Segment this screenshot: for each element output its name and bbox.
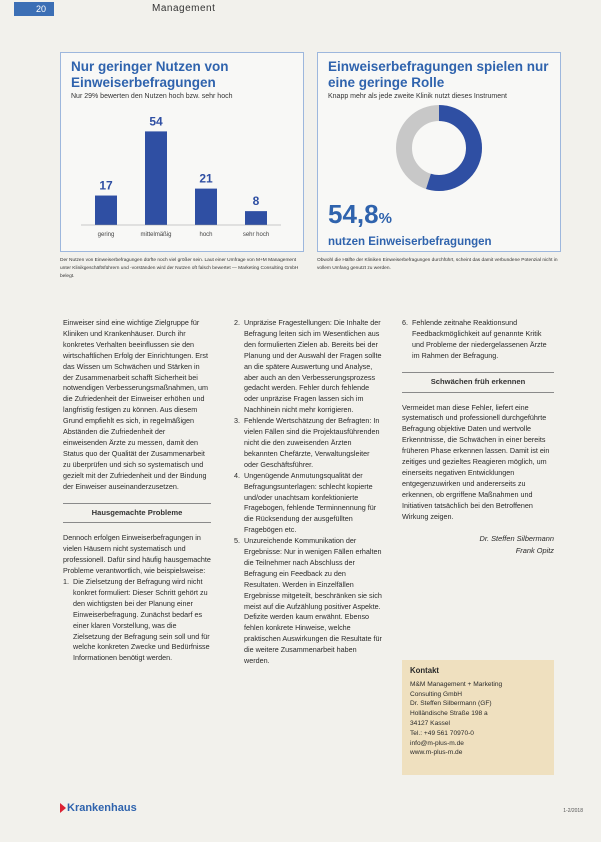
list-item: 3. Fehlende Wertschätzung der Befragten: In vielen Fällen sind die Projektausführenden nicht die den zuweisenden Ärzten bekannten Chefärzte, Verwaltungsleiter oder Geschäftsführer. bbox=[234, 416, 384, 471]
list-item-text: Fehlende zeitnahe Reaktionsund Feedbackmöglichkeit auf genannte Kritik und Probleme der niedergelassenen Ärzte im Rahmen der Befragung. bbox=[412, 318, 547, 360]
category-label: sehr hoch bbox=[242, 232, 270, 238]
contact-line: Dr. Steffen Silbermann (GF) bbox=[410, 700, 492, 708]
logo-text: Krankenhaus bbox=[67, 802, 137, 814]
logo-mark-icon bbox=[60, 803, 66, 813]
contact-website-link[interactable]: www.m-plus-m.de bbox=[410, 749, 463, 757]
contact-title: Kontakt bbox=[410, 666, 440, 675]
category-label: hoch bbox=[199, 232, 213, 238]
page-number: 20 bbox=[14, 2, 54, 16]
subhead-hausgemachte-probleme: Hausgemachte Probleme bbox=[63, 503, 211, 524]
contact-email-link[interactable]: info@m-plus-m.de bbox=[410, 739, 464, 747]
list-item: 1. Die Zielsetzung der Befragung wird nicht konkret formuliert: Dieser Schritt gehört zu den wichtigsten bei der Planung einer Einweiserbefragung. Zunächst bedarf es einer klaren Vorstellung, was die Zielsetzung der Befragung sein soll und für welche konkreten Zwecke und Bedürfnisse Informationen benötigt werden. bbox=[63, 577, 210, 663]
donut-big-figure bbox=[328, 199, 392, 230]
subhead-schwaechen: Schwächen früh erkennen bbox=[402, 372, 554, 393]
bar-value-label: 17 bbox=[99, 178, 113, 193]
donut-unit: % bbox=[378, 210, 392, 227]
contact-line: Tel.: +49 561 70970-0 bbox=[410, 729, 474, 737]
list-item-text: Ungenügende Anmutungsqualität der Befragungsunterlagen: schlecht kopierte und/oder unachtsam konfektionierte Fragebogen, fehlende Terminnennung für die Rücksendung der ausgefüllten Fragebögen etc. bbox=[244, 470, 377, 535]
bar-hoch bbox=[195, 189, 217, 225]
bar-sehr hoch bbox=[245, 211, 267, 225]
contact-line: 34127 Kassel bbox=[410, 719, 450, 727]
bar-chart bbox=[61, 101, 303, 251]
issue-number: 1-2/2018 bbox=[563, 808, 583, 814]
column-3 bbox=[402, 318, 554, 557]
list-item-text: Unzureichende Kommunikation der Ergebnisse: Nur in wenigen Fällen erhalten die Teilnehmer nach Abschluss der Befragung ein Feedback zu den Resultaten. Werden in Einzelfällen Ergebnisse mitgeteilt, beschränken sie sich meist auf die Aufzählung positiver Aspekte. Defizite werden kaum erwähnt. Ebenso fehlen konkrete Hinweise, welche praktischen Auswirkungen die Resultate für die weitere Zusammenarbeit haben werden. bbox=[244, 536, 382, 666]
bar-value-label: 8 bbox=[252, 194, 260, 209]
donut-chart-subtitle: Knapp mehr als jede zweite Klinik nutzt dieses Instrument bbox=[328, 93, 507, 100]
category-label: gering bbox=[97, 232, 115, 238]
contact-line: Consulting GmbH bbox=[410, 690, 463, 698]
bar-chart-subtitle: Nur 29% bewerten den Nutzen hoch bzw. sehr hoch bbox=[71, 93, 233, 100]
bar-chart-title: Nur geringer Nutzen von Einweiserbefragungen bbox=[71, 59, 229, 90]
intro-paragraph: Einweiser sind eine wichtige Zielgruppe für Kliniken und Krankenhäuser. Durch ihr konkretes Verhalten beeinflussen sie den wirtschaftlichen Erfolg der Einrichtungen. Erst das Wissen um Schwächen und Stärken in der Zusammenarbeit schafft Sicherheit bei notwendigen Verbesserungsmaßnahmen, um die Zufriedenheit der Einweiser erhöhen und langfristig festigen zu können. Aus diesem Grund empfiehlt es sich, in regelmäßigen Abständen die Zufriedenheit der einweisenden Ärzte zu messen, damit den Status quo der Qualität der Zusammenarbeit zu überprüfen und sich so systematisch und gezielt mit der Zufriedenheit und der Bindung der Einweiser auseinanderzusetzen. bbox=[63, 318, 209, 491]
bar-gering bbox=[95, 196, 117, 225]
paragraph-schwaechen: Vermeidet man diese Fehler, liefert eine systematisch und professionell durchgeführte Befragung objektive Daten und wertvolle Erkenntnisse, die Schwächen in einer bereits früheren Phase erkennen lassen. Damit ist ein zeitiges und gezieltes Reagieren möglich, um einerseits negativen Entwicklungen entgegenzuwirken und andererseits zu erkennen, ob ergriffene Maßnahmen und Initiativen tatsächlich bei den Betroffenen Wirkung zeigen. bbox=[402, 402, 550, 521]
list-item: 4. Ungenügende Anmutungsqualität der Befragungsunterlagen: schlecht kopierte und/oder unachtsam konfektionierte Fragebogen, fehlende Terminnennung für die Rücksendung der ausgefüllten Fragebögen etc. bbox=[234, 471, 384, 536]
category-label: mittelmäßig bbox=[140, 232, 172, 238]
donut-chart-title: Einweiserbefragungen spielen nur eine geringe Rolle bbox=[328, 59, 549, 90]
bar-value-label: 54 bbox=[149, 114, 163, 129]
list-item-text: Die Zielsetzung der Befragung wird nicht konkret formuliert: Dieser Schritt gehört zu den wichtigsten bei der Planung einer Einweiserbefragung. Zunächst bedarf es einer klaren Vorstellung, was die Zielsetzung der Befragung sein soll und für welche konkreten Zwecke und Bedürfnisse Informationen benötigt werden. bbox=[73, 577, 210, 663]
column-2 bbox=[234, 318, 384, 667]
bar-value-label: 21 bbox=[199, 171, 213, 186]
author-2: Frank Opitz bbox=[515, 545, 554, 555]
bar-mittelmäßig bbox=[145, 131, 167, 225]
bar-chart-box bbox=[60, 52, 304, 252]
contact-box bbox=[402, 660, 554, 775]
list-item: 2. Unpräzise Fragestellungen: Die Inhalte der Befragung leiten sich im Wesentlichen aus den formulierten Zielen ab. Bereits bei der Planung und der Auswahl der Fragen sollte an die spätere Auswertung und Analyse, aber auch an den Verbesserungsprozess gedacht werden. Fehler durch fehlende oder unpräzise Fragen lassen sich im Nachhinein nicht mehr korrigieren. bbox=[234, 318, 384, 416]
column-1 bbox=[63, 318, 211, 664]
donut-chart bbox=[318, 103, 560, 193]
donut-value: 54,8 bbox=[328, 199, 379, 229]
donut-label: nutzen Einweiserbefragungen bbox=[328, 236, 492, 248]
list-item-text: Fehlende Wertschätzung der Befragten: In vielen Fällen sind die Projektausführenden nicht die den zuweisenden Ärzten bekannten Chefärzte, Verwaltungsleiter oder Geschäftsführer. bbox=[244, 416, 380, 469]
author-1: Dr. Steffen Silbermann bbox=[479, 533, 554, 543]
donut-chart-box bbox=[317, 52, 561, 252]
paragraph-2: Dennoch erfolgen Einweiserbefragungen in vielen Häusern nicht systematisch und professionell. Dafür sind häufig hausgemachte Probleme verantwortlich, wie beispielsweise: bbox=[63, 533, 211, 576]
list-item: 6. Fehlende zeitnahe Reaktionsund Feedbackmöglichkeit auf genannte Kritik und Probleme der niedergelassenen Ärzte im Rahmen der Befragung. bbox=[402, 318, 554, 362]
list-item: 5. Unzureichende Kommunikation der Ergebnisse: Nur in wenigen Fällen erhalten die Teilnehmer nach Abschluss der Befragung ein Feedback zu den Resultaten. Werden in Einzelfällen Ergebnisse mitgeteilt, beschränken sie sich meist auf die Aufzählung positiver Aspekte. Defizite werden kaum erwähnt. Ebenso fehlen konkrete Hinweise, welche praktischen Auswirkungen die Resultate für die weitere Zusammenarbeit haben werden. bbox=[234, 536, 384, 667]
section-title: Management bbox=[152, 3, 216, 14]
bar-chart-caption: Der Nutzen von Einweiserbefragungen dürfte noch viel größer sein. Laut einer Umfrage von M+M Management unter Klinikgeschäftsführern und -vorständen wird der Nutzen oft falsch bewertet — Marketing Consulting GmbH belegt. bbox=[60, 258, 299, 279]
contact-line: M&M Management + Marketing bbox=[410, 680, 503, 688]
contact-line: Holländische Straße 198 a bbox=[410, 710, 488, 718]
donut-chart-caption: Obwohl die Hälfte der Kliniken Einweiserbefragungen durchführt, scheint das damit verbundene Potenzial nicht in vollem Umfang genutzt zu werden. bbox=[317, 258, 558, 271]
magazine-logo bbox=[60, 802, 137, 814]
list-item-text: Unpräzise Fragestellungen: Die Inhalte der Befragung leiten sich im Wesentlichen aus den formulierten Zielen ab. Bereits bei der Planung und der Auswahl der Fragen sollte an die spätere Auswertung und Analyse, aber auch an den Verbesserungsprozess gedacht werden. Fehler durch fehlende oder unpräzise Fragen lassen sich im Nachhinein nicht mehr korrigieren. bbox=[244, 318, 382, 415]
